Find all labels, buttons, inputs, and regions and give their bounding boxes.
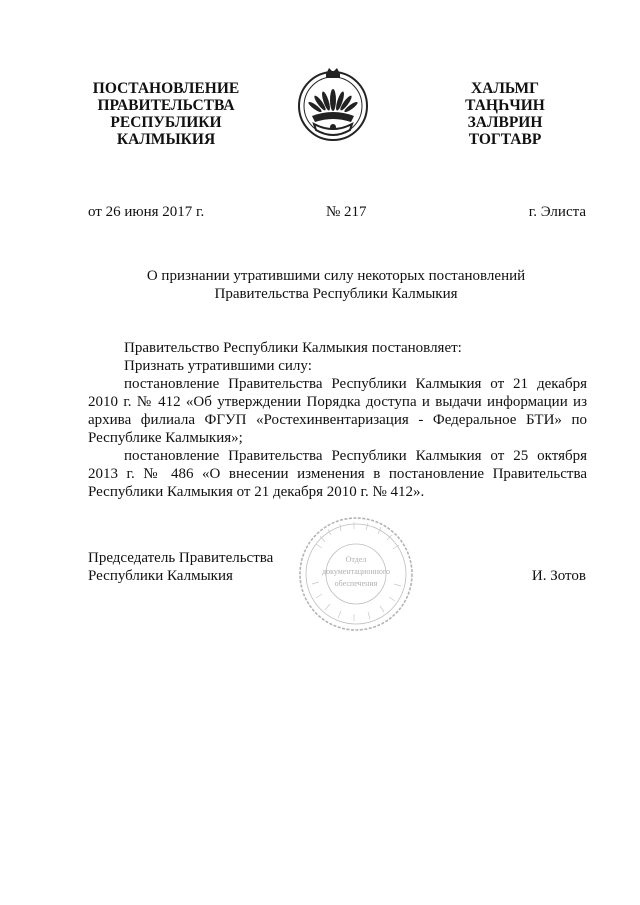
coat-of-arms-icon [296,64,370,146]
signature-position-line: Республики Калмыкия [88,568,233,584]
document-title [88,267,584,303]
header-left-line: ПРАВИТЕЛЬСТВА [97,97,235,114]
document-body [88,339,587,501]
header-right-line: ТОГТАВР [468,131,542,148]
title-line: Правительства Республики Калмыкия [214,286,458,302]
stamp-text-line: документационного [322,567,390,576]
header-right-line: ТАҢҺЧИН [465,97,545,114]
header-right-line: ЗАЛВРИН [467,114,543,131]
document-number: № 217 [326,204,367,220]
stamp-text-line: Отдел [345,555,367,564]
body-item-2: постановление Правительства Республики Калмыкия от 25 октября 2013 г. № 486 «О внесении изменения в постановление Правительства Республики Калмыкия от 21 декабря 2010 г. № 412». [88,448,587,500]
stamp-text-line: обеспечения [334,579,378,588]
body-resolution: Признать утратившими силу: [124,358,312,374]
title-line: О признании утратившими силу некоторых постановлений [146,268,526,284]
document-city: г. Элиста [528,204,586,220]
header-left-line: ПОСТАНОВЛЕНИЕ [92,80,240,97]
header-left-line: КАЛМЫКИЯ [116,131,216,148]
signature-position-line: Председатель Правительства [88,550,274,566]
header-left-title [62,80,270,148]
round-seal-stamp-icon [296,514,416,634]
header-right-line: ХАЛЬМГ [470,80,540,97]
header-left-line: РЕСПУБЛИКИ [110,114,222,131]
signature-name: И. Зотов [531,568,586,584]
document-date: от 26 июня 2017 г. [88,204,205,220]
header-right-title [440,80,570,148]
signature-position [88,549,273,585]
body-preamble: Правительство Республики Калмыкия постановляет: [124,340,462,356]
body-item-1: постановление Правительства Республики Калмыкия от 21 декабря 2010 г. № 412 «Об утверждении Порядка доступа и выдачи информации из архива филиала ФГУП «Ростехинвентаризация - Федеральное БТИ» по Республике Калмыкия»; [88,376,587,446]
